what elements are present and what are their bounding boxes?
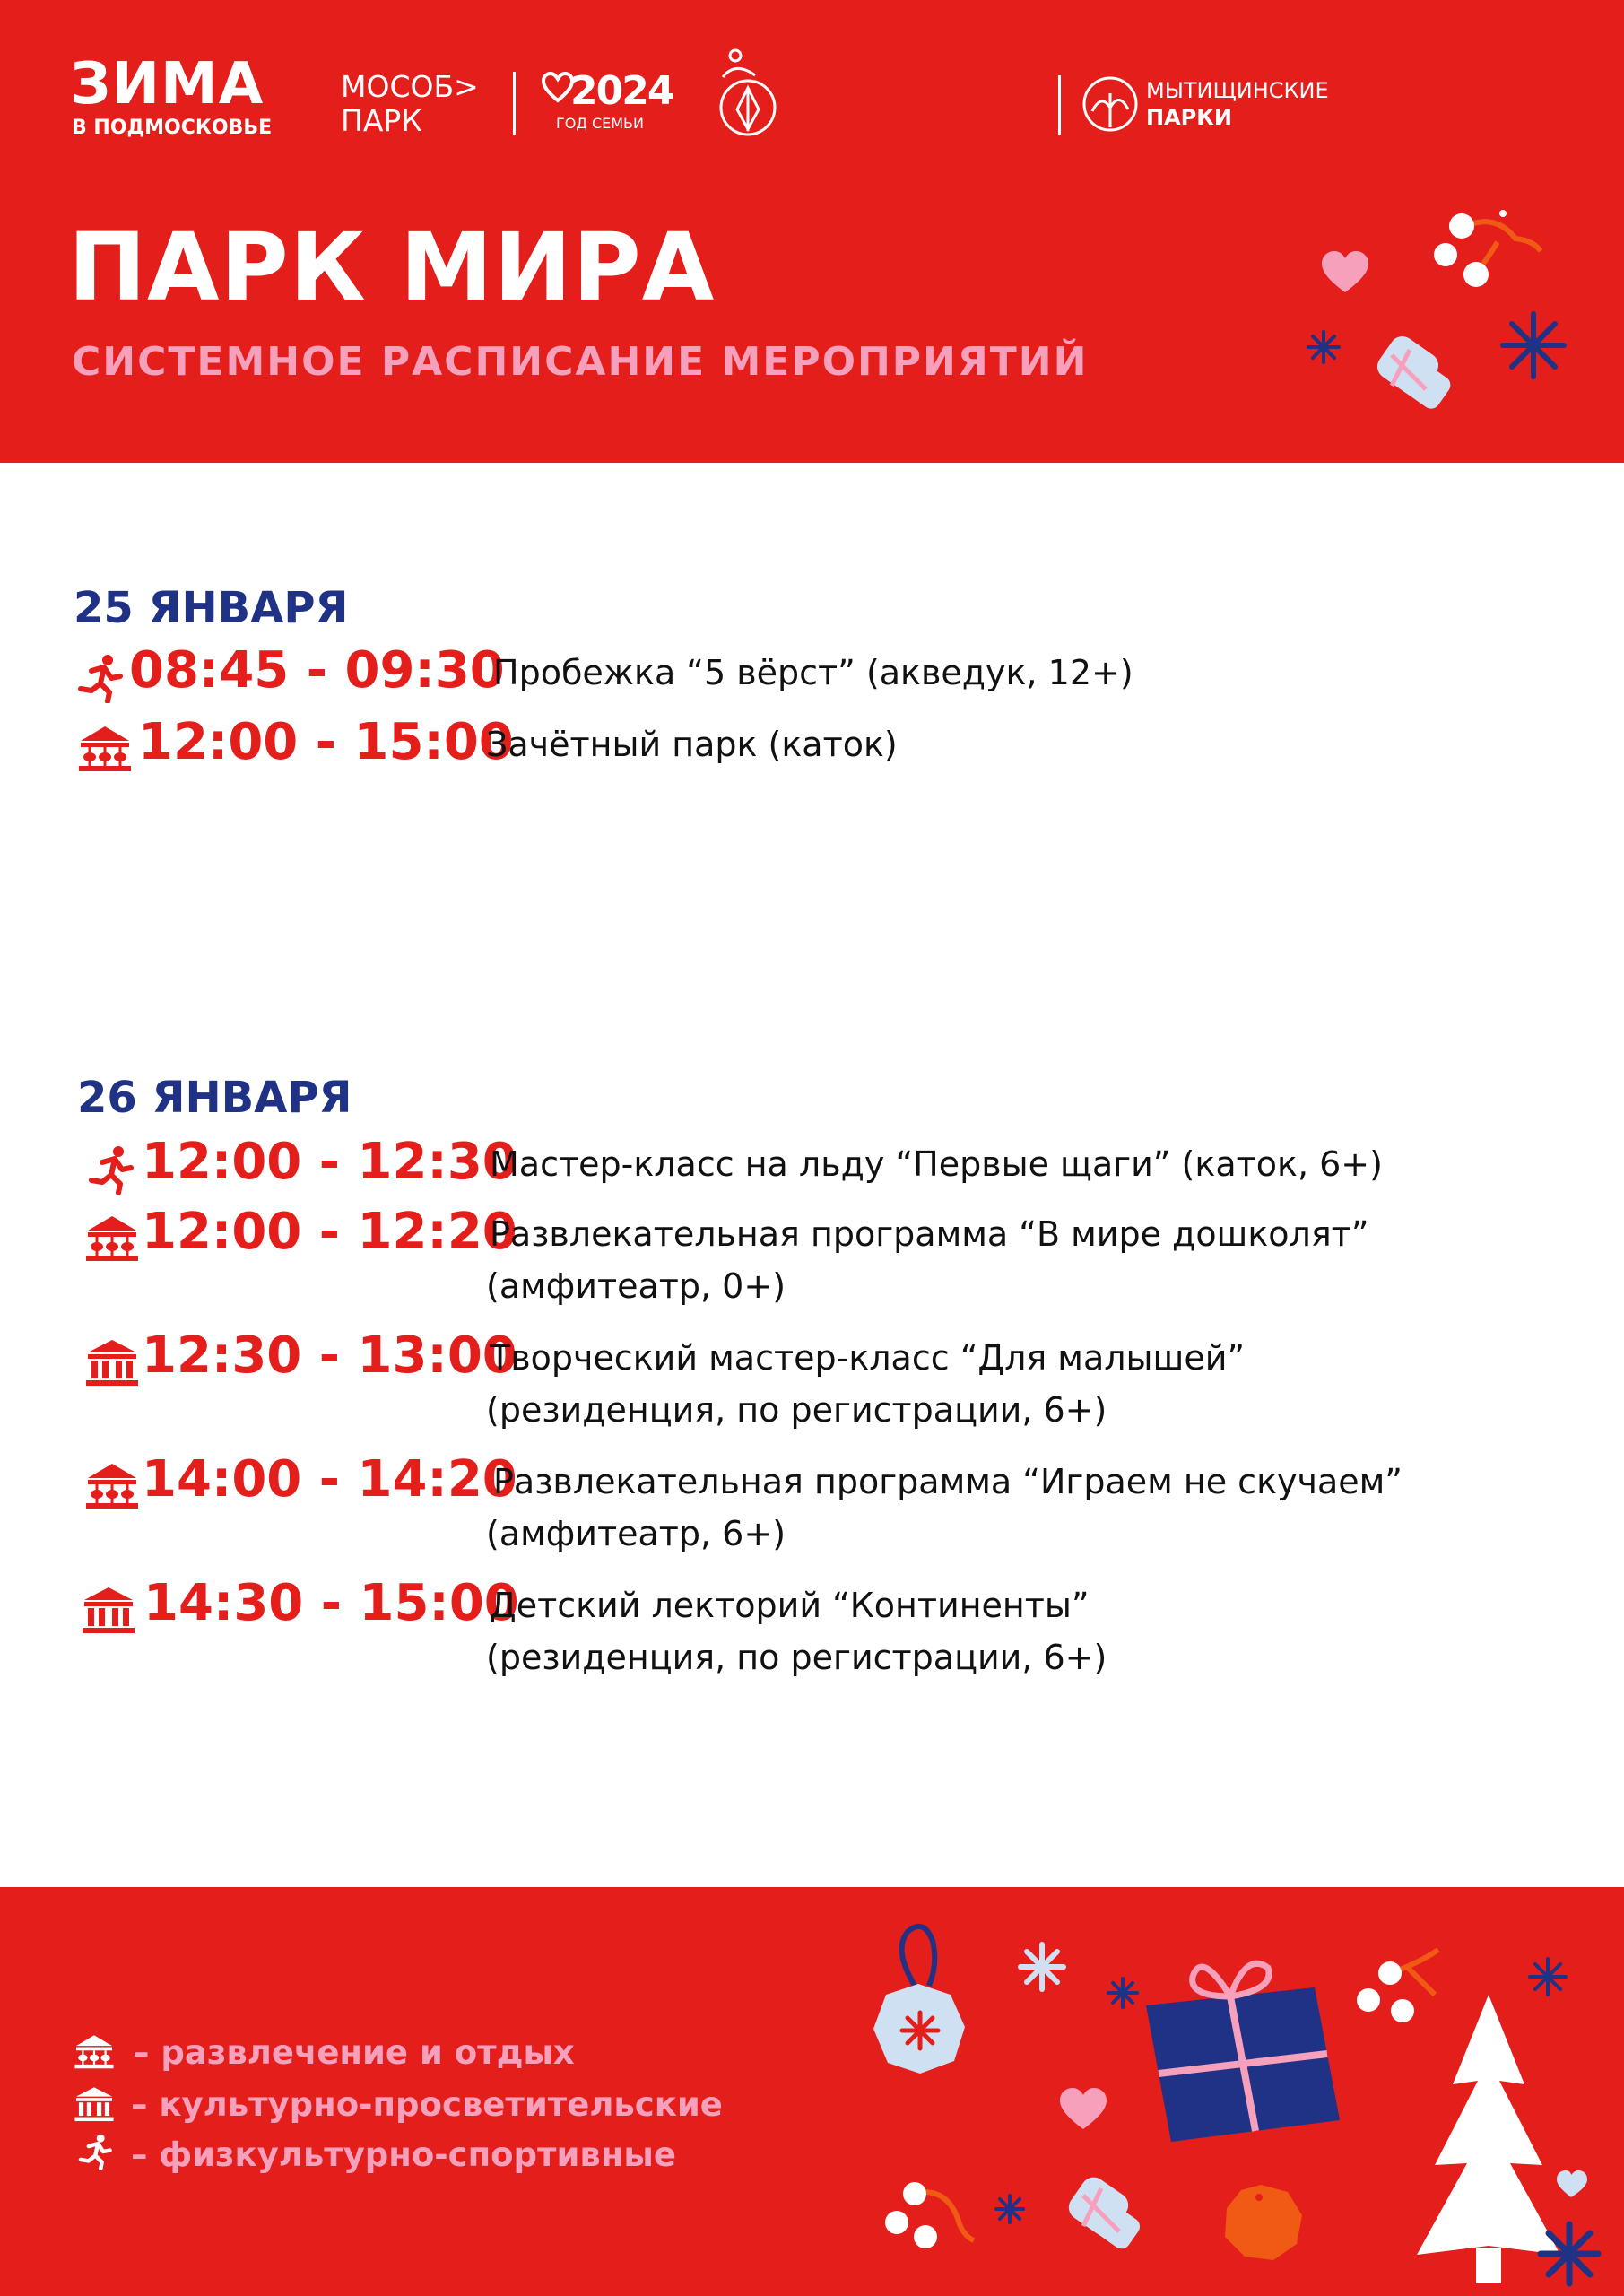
christmas-tree-icon (1417, 1995, 1560, 2283)
small-snowflake-decoration-icon (1308, 332, 1339, 362)
runner-icon (75, 2133, 117, 2170)
event-description: Зачётный парк (каток) (486, 725, 898, 764)
tangerine-icon (1225, 2185, 1302, 2260)
logo-divider (513, 72, 516, 135)
event-description: Творческий мастер-класс “Для малышей” (490, 1338, 1246, 1378)
small-snowflake-decoration-icon (996, 2196, 1023, 2222)
mosoblpark-logo-line: ПАРК (341, 103, 422, 139)
year-logo: 2024 (570, 68, 673, 114)
carousel-icon (84, 1460, 140, 1510)
berries-decoration-icon (1434, 210, 1541, 287)
legend-label: – физкультурно-спортивные (131, 2135, 676, 2174)
small-snowflake-decoration-icon (1108, 1979, 1137, 2007)
event-description: Развлекательная программа “Играем не скучаем” (493, 1462, 1403, 1501)
carousel-icon (74, 2032, 115, 2070)
snowflake-decoration-icon (1530, 1959, 1566, 1995)
berries-decoration-icon (885, 2182, 974, 2248)
page-title: ПАРК МИРА (68, 213, 716, 322)
day-heading: 26 ЯНВАРЯ (77, 1073, 352, 1123)
event-description: Детский лекторий “Континенты” (490, 1586, 1090, 1625)
event-description: Мастер-класс на льду “Первые щаги” (каток, 6+) (490, 1144, 1383, 1184)
event-description: (резиденция, по регистрации, 6+) (486, 1390, 1107, 1430)
event-description: (амфитеатр, 6+) (486, 1514, 786, 1553)
event-description: (амфитеатр, 0+) (486, 1266, 786, 1306)
mosoblpark-logo (341, 70, 479, 139)
snowflake-decoration-icon (1020, 1944, 1064, 1989)
berries-decoration-icon (1357, 1950, 1438, 2022)
mytishchi-logo-line: ПАРКИ (1146, 105, 1232, 130)
heart-decoration-icon (1060, 2088, 1107, 2129)
carousel-icon (77, 723, 133, 773)
museum-icon (74, 2084, 115, 2122)
heart-decoration-icon (1322, 251, 1368, 292)
day-heading: 25 ЯНВАРЯ (74, 583, 349, 633)
event-time: 14:30 - 15:00 (143, 1574, 519, 1632)
footer-banner (0, 1887, 1624, 2296)
museum-icon (81, 1584, 136, 1634)
event-description: (резиденция, по регистрации, 6+) (486, 1638, 1107, 1677)
heart-icon (542, 72, 574, 104)
winter-hat-ornament-icon (714, 48, 778, 136)
header-banner (0, 0, 1624, 463)
mosoblpark-logo-line: МОСОБ> (341, 69, 479, 104)
event-description: Пробежка “5 вёрст” (акведук, 12+) (493, 653, 1133, 692)
event-time: 08:45 - 09:30 (129, 641, 505, 700)
mytishchi-parks-logo-icon (1081, 75, 1139, 133)
event-description: Развлекательная программа “В мире дошколят” (490, 1214, 1369, 1254)
logo-divider (1058, 75, 1061, 135)
event-time: 12:00 - 15:00 (138, 713, 514, 771)
runner-icon (74, 653, 129, 703)
header-decoration (1291, 197, 1596, 422)
zima-logo: ЗИМА (70, 51, 265, 117)
zima-logo-subtitle: В ПОДМОСКОВЬЕ (72, 117, 273, 139)
page-subtitle: СИСТЕМНОЕ РАСПИСАНИЕ МЕРОПРИЯТИЙ (72, 339, 1089, 385)
year-logo-subtitle: ГОД СЕМЬИ (556, 115, 644, 132)
heart-decoration-icon (1557, 2170, 1587, 2197)
event-time: 12:30 - 13:00 (142, 1326, 517, 1385)
gift-box-icon (1146, 1963, 1340, 2142)
snowflake-decoration-icon (1541, 2224, 1598, 2283)
carousel-icon (84, 1213, 140, 1263)
event-time: 12:00 - 12:30 (142, 1133, 517, 1191)
mitten-decoration-icon (1373, 331, 1455, 412)
legend-label: – культурно-просветительские (131, 2085, 723, 2124)
legend-label: – развлечение и отдых (133, 2033, 575, 2072)
footer-decoration (861, 1896, 1623, 2296)
mytishchi-logo-line: МЫТИЩИНСКИЕ (1146, 78, 1329, 103)
runner-icon (84, 1144, 140, 1195)
event-time: 12:00 - 12:20 (142, 1203, 517, 1261)
museum-icon (84, 1336, 140, 1387)
snowflake-decoration-icon (1503, 314, 1564, 377)
mitten-decoration-icon (1064, 2172, 1143, 2252)
mytishchi-parks-logo (1146, 77, 1329, 131)
christmas-ornament-icon (873, 1926, 965, 2074)
event-time: 14:00 - 14:20 (142, 1450, 517, 1509)
